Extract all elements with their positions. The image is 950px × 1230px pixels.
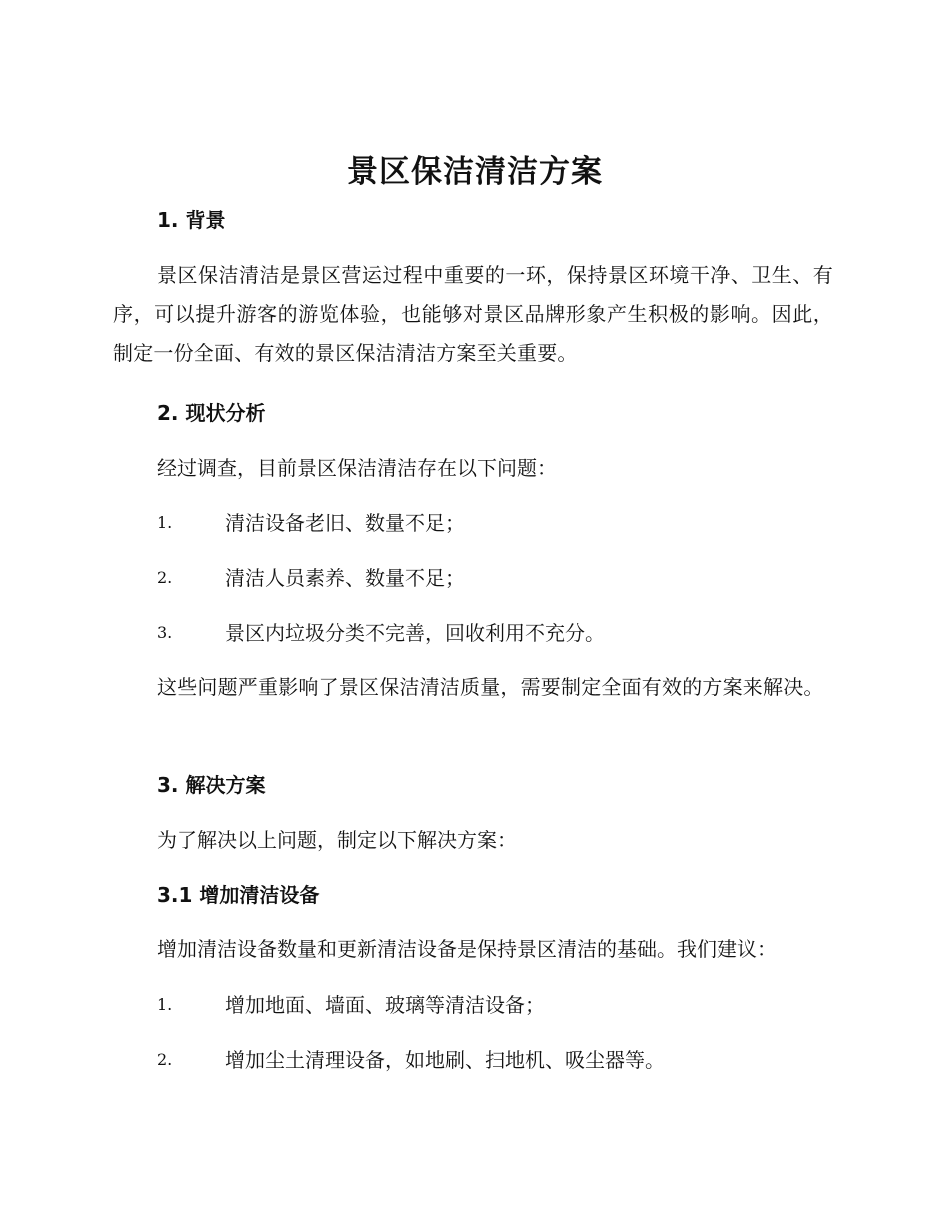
- list-item-number: 2.: [157, 568, 173, 587]
- analysis-intro: 经过调查，目前景区保洁清洁存在以下问题：: [157, 456, 557, 480]
- list-item-number: 2.: [157, 1050, 173, 1069]
- list-item-number: 1.: [157, 995, 173, 1014]
- list-item-text: 清洁设备老旧、数量不足；: [225, 511, 465, 535]
- list-item-number: 1.: [157, 513, 173, 532]
- solution-intro: 为了解决以上问题，制定以下解决方案：: [157, 828, 517, 852]
- list-item-text: 清洁人员素养、数量不足；: [225, 566, 465, 590]
- section-heading-background: 1. 背景: [157, 208, 226, 232]
- document-title: 景区保洁清洁方案: [347, 154, 603, 190]
- section-heading-analysis: 2. 现状分析: [157, 401, 266, 425]
- analysis-conclusion: 这些问题严重影响了景区保洁清洁质量，需要制定全面有效的方案来解决。: [157, 675, 824, 699]
- list-item-text: 增加尘土清理设备，如地刷、扫地机、吸尘器等。: [225, 1048, 665, 1072]
- section-heading-solution: 3. 解决方案: [157, 773, 266, 797]
- background-paragraph: 景区保洁清洁是景区营运过程中重要的一环，保持景区环境干净、卫生、有序，可以提升游客的游览体验，也能够对景区品牌形象产生积极的影响。因此，制定一份全面、有效的景区保洁清洁方案至关重要。: [113, 263, 833, 365]
- subsection-heading-equipment: 3.1 增加清洁设备: [157, 883, 320, 907]
- list-item-text: 景区内垃圾分类不完善，回收利用不充分。: [225, 621, 605, 645]
- equipment-intro: 增加清洁设备数量和更新清洁设备是保持景区清洁的基础。我们建议：: [157, 937, 777, 961]
- list-item-text: 增加地面、墙面、玻璃等清洁设备；: [225, 993, 545, 1017]
- list-item-number: 3.: [157, 623, 173, 642]
